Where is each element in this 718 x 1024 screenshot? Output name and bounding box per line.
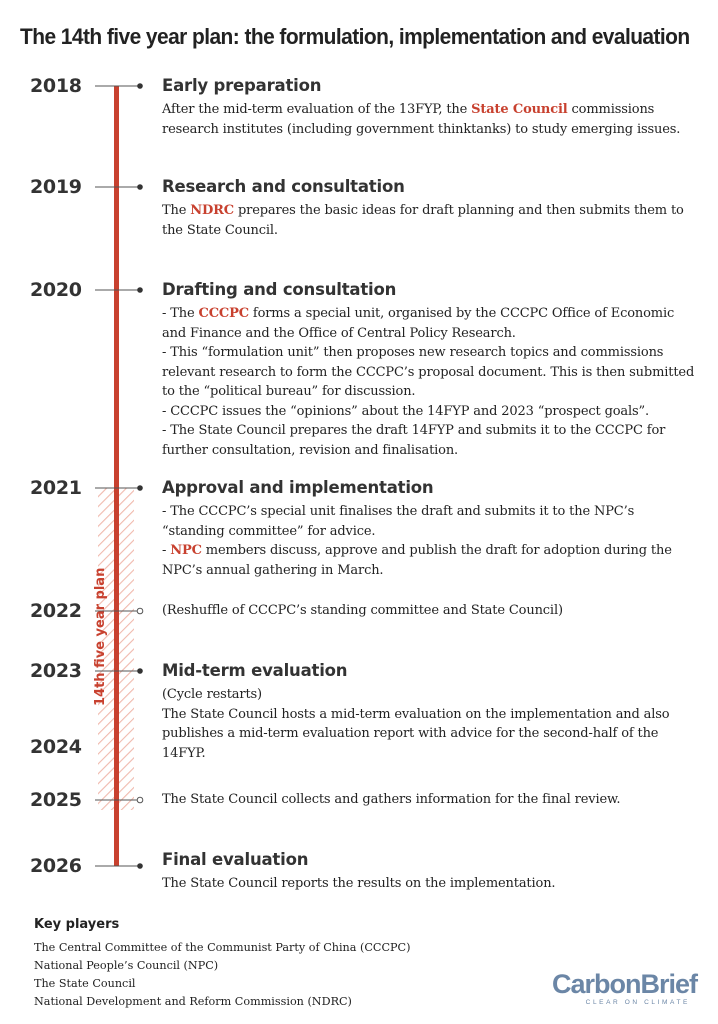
plan-label: 14th five year plan <box>93 567 108 706</box>
entry-text: - This “formulation unit” then proposes new research topics and commissions relevant research to form the CCCPC’s proposal document. This is then submitted to the “political bureau” for discussion. <box>162 345 695 399</box>
entry-early-preparation <box>162 74 696 139</box>
entry-heading: Early preparation <box>162 76 322 95</box>
entry-heading: Mid-term evaluation <box>162 661 348 680</box>
entry-mid-term-evaluation <box>162 659 696 763</box>
entry-drafting-consultation <box>162 278 696 460</box>
entry-heading: Final evaluation <box>162 850 309 869</box>
marker-2020 <box>137 287 143 293</box>
entry-heading: Approval and implementation <box>162 478 434 497</box>
year-2020: 2020 <box>30 279 82 301</box>
entry-text: - NPC members discuss, approve and publish the draft for adoption during the NPC’s annual gathering in March. <box>162 543 672 578</box>
year-2025: 2025 <box>30 789 82 811</box>
marker-2023 <box>137 668 143 674</box>
timeline-axis <box>114 86 119 866</box>
year-2024: 2024 <box>30 736 82 758</box>
highlight-npc: NPC <box>170 543 202 558</box>
entry-final-review-prep <box>162 790 696 810</box>
key-players <box>34 917 410 1011</box>
year-2018: 2018 <box>30 75 82 97</box>
entry-text: - The State Council prepares the draft 14FYP and submits it to the CCCPC for further consultation, revision and finalisation. <box>162 423 666 458</box>
entry-heading: Research and consultation <box>162 177 405 196</box>
entry-research-consultation <box>162 175 696 240</box>
carbonbrief-logo <box>552 970 702 1006</box>
year-2019: 2019 <box>30 176 82 198</box>
key-players-title: Key players <box>34 917 120 932</box>
entry-text: - The CCCPC’s special unit finalises the draft and submits it to the NPC’s “standing committee” for advice. <box>162 504 635 539</box>
entry-reshuffle <box>162 601 696 621</box>
year-2021: 2021 <box>30 477 82 499</box>
year-2023: 2023 <box>30 660 82 682</box>
entry-text: The State Council reports the results on the implementation. <box>162 876 556 891</box>
entry-text: After the mid-term evaluation of the 13FYP, the State Council commissions research institutes (including government thinktanks) to study emerging issues. <box>162 102 681 137</box>
entry-text: - CCCPC issues the “opinions” about the 14FYP and 2023 “prospect goals”. <box>162 403 650 419</box>
entry-text: (Reshuffle of CCCPC’s standing committee and State Council) <box>162 603 563 618</box>
highlight-ndrc: NDRC <box>190 203 234 218</box>
entry-heading: Drafting and consultation <box>162 280 397 299</box>
key-player-item: National People’s Council (NPC) <box>34 959 219 972</box>
marker-2019 <box>137 184 143 190</box>
marker-2025 <box>137 797 143 803</box>
marker-2026 <box>137 863 143 869</box>
entry-text: - The CCCPC forms a special unit, organised by the CCCPC Office of Economic and Finance and the Office of Central Policy Research. <box>162 306 675 341</box>
entry-text: The NDRC prepares the basic ideas for draft planning and then submits them to the State Council. <box>162 203 684 238</box>
entry-final-evaluation <box>162 848 696 894</box>
year-2022: 2022 <box>30 600 82 622</box>
key-player-item: National Development and Reform Commission (NDRC) <box>34 995 352 1008</box>
entry-text: The State Council collects and gathers information for the final review. <box>162 792 621 807</box>
entry-text: (Cycle restarts) <box>162 687 262 702</box>
highlight-cccpc: CCCPC <box>198 306 249 321</box>
marker-2022 <box>137 608 143 614</box>
highlight-state-council: State Council <box>471 102 568 117</box>
entry-approval-implementation <box>162 476 696 580</box>
page-title: The 14th five year plan: the formulation, implementation and evaluation <box>20 24 690 49</box>
marker-2018 <box>137 83 143 89</box>
logo-tagline: CLEAR ON CLIMATE <box>585 999 690 1006</box>
key-player-item: The Central Committee of the Communist Party of China (CCCPC) <box>34 941 411 954</box>
year-2026: 2026 <box>30 855 82 877</box>
key-player-item: The State Council <box>34 977 136 990</box>
logo-wordmark: CarbonBrief <box>552 969 698 999</box>
entry-text: The State Council hosts a mid-term evaluation on the implementation and also publishes a mid-term evaluation report with advice for the second-half of the 14FYP. <box>162 706 670 761</box>
marker-2021 <box>137 485 143 491</box>
